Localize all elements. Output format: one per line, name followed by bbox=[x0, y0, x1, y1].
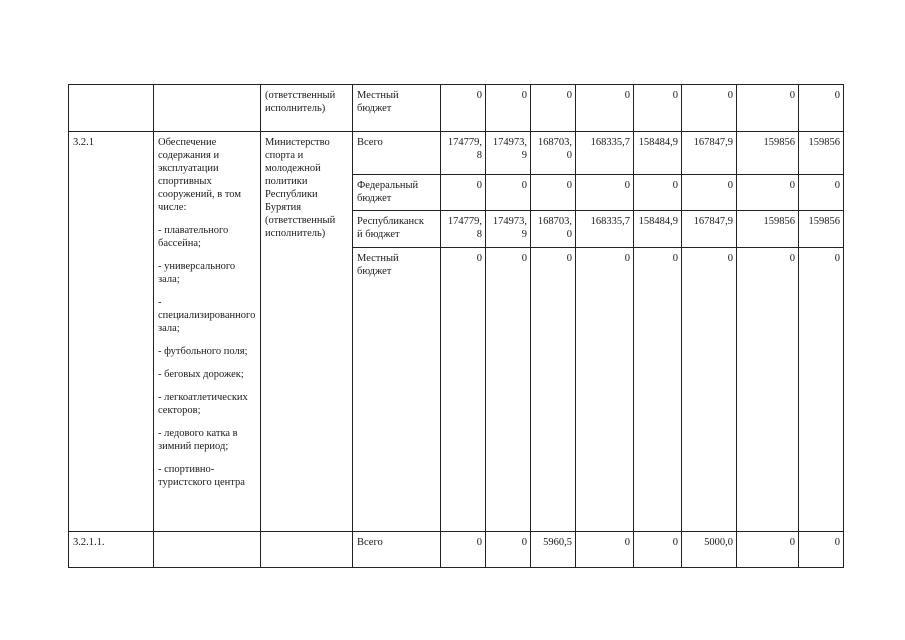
value-cell-line: 0 bbox=[789, 253, 795, 264]
budget-source-cell-line: Местный bbox=[357, 90, 399, 101]
budget-table bbox=[68, 84, 844, 568]
description-line: - bbox=[158, 297, 162, 308]
value-cell bbox=[441, 132, 486, 175]
value-cell-line: 174779, bbox=[447, 216, 482, 227]
description-line: числе: bbox=[158, 202, 187, 213]
value-cell bbox=[576, 175, 634, 211]
description-line: специализированного bbox=[158, 310, 256, 321]
description-line: спортивных bbox=[158, 176, 212, 187]
value-cell-line: 0 bbox=[727, 253, 733, 264]
executor-cell-line: Министерство bbox=[265, 137, 330, 148]
value-cell-line: 168703, bbox=[537, 137, 572, 148]
value-cell bbox=[486, 211, 531, 248]
value-cell-line: 0 bbox=[476, 537, 482, 548]
value-cell bbox=[799, 248, 844, 532]
executor-cell-line: Республики bbox=[265, 189, 318, 200]
executor-cell-line: молодежной bbox=[265, 163, 321, 174]
description-paragraph bbox=[158, 463, 257, 489]
budget-source-cell-line: Федеральный bbox=[357, 180, 419, 191]
description-paragraph bbox=[158, 136, 257, 214]
value-cell-line: 0 bbox=[727, 90, 733, 101]
value-cell bbox=[531, 175, 576, 211]
value-cell bbox=[634, 132, 682, 175]
budget-source-cell bbox=[353, 85, 441, 132]
executor-cell bbox=[261, 532, 353, 568]
value-cell-line: 0 bbox=[566, 150, 572, 161]
value-cell-line: 159856 bbox=[808, 137, 840, 148]
description-line: зимний период; bbox=[158, 441, 229, 452]
value-cell-line: 0 bbox=[624, 537, 630, 548]
value-cell-line: 5000,0 bbox=[704, 537, 733, 548]
value-cell-line: 0 bbox=[672, 180, 678, 191]
budget-source-cell-line: й бюджет bbox=[357, 229, 400, 240]
value-cell bbox=[799, 175, 844, 211]
budget-source-cell bbox=[353, 211, 441, 248]
budget-source-cell-line: бюджет bbox=[357, 266, 392, 277]
description-line: зала; bbox=[158, 323, 180, 334]
budget-source-cell-line: Республиканск bbox=[357, 216, 424, 227]
budget-source-cell bbox=[353, 248, 441, 532]
value-cell-line: 0 bbox=[476, 90, 482, 101]
value-cell-line: 0 bbox=[834, 180, 840, 191]
value-cell-line: 159856 bbox=[763, 137, 795, 148]
budget-source-cell-line: Всего bbox=[357, 137, 383, 148]
value-cell-line: 0 bbox=[834, 537, 840, 548]
value-cell-line: 167847,9 bbox=[693, 137, 733, 148]
value-cell-line: 0 bbox=[566, 253, 572, 264]
value-cell bbox=[634, 211, 682, 248]
description-paragraph bbox=[158, 260, 257, 286]
value-cell bbox=[799, 132, 844, 175]
budget-source-cell-line: Всего bbox=[357, 537, 383, 548]
value-cell-line: 168335,7 bbox=[590, 137, 630, 148]
value-cell bbox=[634, 85, 682, 132]
description-paragraph bbox=[158, 368, 257, 381]
value-cell bbox=[576, 532, 634, 568]
value-cell bbox=[737, 211, 799, 248]
value-cell bbox=[576, 132, 634, 175]
row-number-cell-text: 3.2.1 bbox=[73, 137, 94, 148]
value-cell-line: 0 bbox=[566, 180, 572, 191]
value-cell bbox=[441, 85, 486, 132]
value-cell bbox=[682, 175, 737, 211]
value-cell bbox=[486, 85, 531, 132]
executor-cell-line: (ответственный bbox=[265, 215, 336, 226]
budget-source-cell-line: бюджет bbox=[357, 103, 392, 114]
description-cell bbox=[154, 85, 261, 132]
value-cell-line: 159856 bbox=[808, 216, 840, 227]
value-cell-line: 9 bbox=[521, 150, 527, 161]
description-line: эксплуатации bbox=[158, 163, 219, 174]
value-cell bbox=[576, 85, 634, 132]
value-cell bbox=[531, 532, 576, 568]
value-cell-line: 174973, bbox=[492, 216, 527, 227]
value-cell-line: 0 bbox=[672, 537, 678, 548]
value-cell-line: 8 bbox=[476, 229, 482, 240]
value-cell bbox=[682, 85, 737, 132]
table-row bbox=[69, 132, 844, 175]
description-line: - универсального bbox=[158, 261, 236, 272]
value-cell bbox=[737, 132, 799, 175]
value-cell-line: 0 bbox=[566, 90, 572, 101]
value-cell bbox=[486, 175, 531, 211]
value-cell-line: 0 bbox=[624, 90, 630, 101]
description-line: бассейна; bbox=[158, 238, 201, 249]
budget-source-cell bbox=[353, 175, 441, 211]
value-cell bbox=[531, 248, 576, 532]
value-cell-line: 0 bbox=[476, 180, 482, 191]
value-cell bbox=[486, 248, 531, 532]
row-number-cell bbox=[69, 132, 154, 532]
value-cell-line: 0 bbox=[727, 180, 733, 191]
value-cell-line: 158484,9 bbox=[638, 137, 678, 148]
value-cell-line: 174973, bbox=[492, 137, 527, 148]
description-line: содержания и bbox=[158, 150, 220, 161]
value-cell bbox=[634, 532, 682, 568]
value-cell-line: 9 bbox=[521, 229, 527, 240]
description-line: секторов; bbox=[158, 405, 201, 416]
value-cell-line: 158484,9 bbox=[638, 216, 678, 227]
description-line: туристского центра bbox=[158, 477, 245, 488]
row-number-cell bbox=[69, 532, 154, 568]
value-cell-line: 0 bbox=[624, 180, 630, 191]
value-cell bbox=[682, 132, 737, 175]
value-cell-line: 168335,7 bbox=[590, 216, 630, 227]
budget-source-cell bbox=[353, 532, 441, 568]
value-cell bbox=[634, 248, 682, 532]
value-cell bbox=[576, 248, 634, 532]
value-cell bbox=[531, 211, 576, 248]
value-cell bbox=[441, 175, 486, 211]
value-cell-line: 159856 bbox=[763, 216, 795, 227]
value-cell bbox=[682, 211, 737, 248]
value-cell-line: 0 bbox=[672, 90, 678, 101]
value-cell-line: 0 bbox=[476, 253, 482, 264]
executor-cell-line: политики bbox=[265, 176, 308, 187]
budget-source-cell-line: бюджет bbox=[357, 193, 392, 204]
description-line: - плавательного bbox=[158, 225, 229, 236]
value-cell-line: 0 bbox=[834, 253, 840, 264]
table-row bbox=[69, 532, 844, 568]
description-line: - футбольного поля; bbox=[158, 346, 248, 357]
value-cell bbox=[531, 85, 576, 132]
value-cell-line: 0 bbox=[624, 253, 630, 264]
executor-cell-line: спорта и bbox=[265, 150, 304, 161]
row-number-cell-text: 3.2.1.1. bbox=[73, 537, 105, 548]
value-cell-line: 0 bbox=[521, 90, 527, 101]
table-row bbox=[69, 85, 844, 132]
description-line: - беговых дорожек; bbox=[158, 369, 244, 380]
value-cell-line: 8 bbox=[476, 150, 482, 161]
budget-source-cell bbox=[353, 132, 441, 175]
description-cell bbox=[154, 132, 261, 532]
executor-cell-line: исполнитель) bbox=[265, 103, 326, 114]
description-paragraph bbox=[158, 296, 257, 335]
value-cell bbox=[441, 532, 486, 568]
value-cell-line: 0 bbox=[521, 537, 527, 548]
value-cell bbox=[682, 248, 737, 532]
executor-cell-line: исполнитель) bbox=[265, 228, 326, 239]
executor-cell bbox=[261, 132, 353, 532]
value-cell bbox=[486, 132, 531, 175]
value-cell bbox=[737, 532, 799, 568]
value-cell bbox=[799, 85, 844, 132]
value-cell-line: 0 bbox=[566, 229, 572, 240]
description-paragraph bbox=[158, 427, 257, 453]
description-line: сооружений, в том bbox=[158, 189, 241, 200]
value-cell bbox=[634, 175, 682, 211]
value-cell bbox=[441, 211, 486, 248]
value-cell-line: 0 bbox=[672, 253, 678, 264]
executor-cell bbox=[261, 85, 353, 132]
description-paragraph bbox=[158, 391, 257, 417]
description-cell bbox=[154, 532, 261, 568]
description-line: зала; bbox=[158, 274, 180, 285]
value-cell-line: 5960,5 bbox=[543, 537, 572, 548]
value-cell bbox=[682, 532, 737, 568]
value-cell bbox=[737, 175, 799, 211]
value-cell-line: 0 bbox=[834, 90, 840, 101]
value-cell-line: 0 bbox=[789, 537, 795, 548]
executor-cell-line: Бурятия bbox=[265, 202, 302, 213]
value-cell bbox=[799, 211, 844, 248]
value-cell-line: 168703, bbox=[537, 216, 572, 227]
value-cell-line: 0 bbox=[521, 253, 527, 264]
value-cell-line: 167847,9 bbox=[693, 216, 733, 227]
value-cell bbox=[486, 532, 531, 568]
value-cell bbox=[799, 532, 844, 568]
value-cell bbox=[441, 248, 486, 532]
executor-cell-line: (ответственный bbox=[265, 90, 336, 101]
value-cell bbox=[531, 132, 576, 175]
value-cell-line: 174779, bbox=[447, 137, 482, 148]
budget-source-cell-line: Местный bbox=[357, 253, 399, 264]
value-cell bbox=[737, 248, 799, 532]
value-cell-line: 0 bbox=[521, 180, 527, 191]
description-line: - легкоатлетических bbox=[158, 392, 248, 403]
value-cell-line: 0 bbox=[789, 180, 795, 191]
description-line: - ледового катка в bbox=[158, 428, 238, 439]
row-number-cell bbox=[69, 85, 154, 132]
description-line: Обеспечение bbox=[158, 137, 217, 148]
description-paragraph bbox=[158, 345, 257, 358]
description-paragraph bbox=[158, 224, 257, 250]
value-cell bbox=[737, 85, 799, 132]
value-cell bbox=[576, 211, 634, 248]
value-cell-line: 0 bbox=[789, 90, 795, 101]
description-line: - спортивно- bbox=[158, 464, 215, 475]
